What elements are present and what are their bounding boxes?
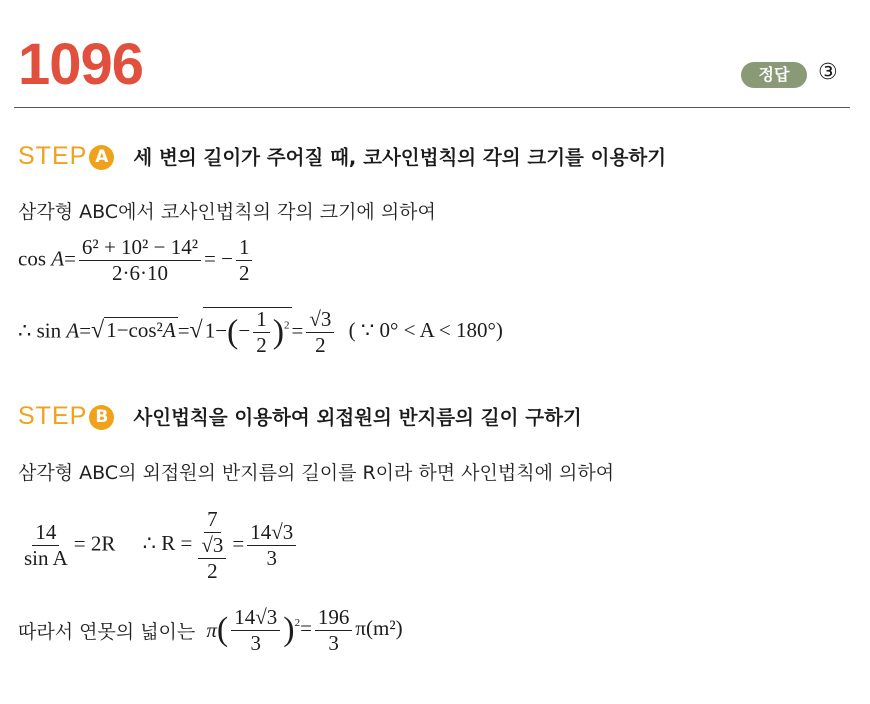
- problem-number: 1096: [18, 32, 144, 97]
- cos-denominator: 2·6·10: [111, 261, 168, 286]
- area-result-denominator: 3: [328, 631, 339, 656]
- area-result-fraction: [315, 606, 353, 655]
- area-numerator: 14√3: [231, 606, 280, 631]
- pi-symbol: π: [206, 618, 217, 643]
- half-fraction: [236, 236, 253, 285]
- sin-result-denominator: 2: [315, 333, 326, 358]
- sqrt-half-group: 1−(− $\frac{1}{2}$ )$^2$: [204, 307, 290, 358]
- step-b-letter-icon: B: [89, 405, 114, 430]
- answer-value: ③: [818, 60, 838, 85]
- step-a-label: STEP: [18, 142, 88, 170]
- radical-icon: √: [189, 317, 203, 344]
- r-therefore: ∴ R =: [142, 531, 193, 556]
- step-a-letter-icon: A: [89, 145, 114, 170]
- r-result-fraction: [247, 521, 296, 570]
- cos-fraction: [79, 236, 201, 285]
- cos-var: A: [51, 246, 65, 271]
- sine-law-fraction: [21, 521, 71, 570]
- sin-result-fraction: [306, 308, 334, 357]
- area-result-numerator: 196: [315, 606, 353, 631]
- r-inner-fraction: [198, 534, 226, 583]
- cos-result-sign: = −: [204, 246, 233, 271]
- sine-law-rhs: = 2R: [73, 531, 116, 556]
- sine-law-denominator: sin A: [24, 546, 68, 571]
- half-denominator: 2: [238, 261, 250, 286]
- r-inner-denominator: 2: [207, 559, 218, 584]
- sin-mid: 1−cos²: [106, 318, 163, 343]
- cos-equation: cos A= $\frac{\text{6² + 10² − 14²}}{2\cdot 6\cdot 10}$ = − $\frac{1}{2}$: [18, 236, 255, 285]
- header-divider: [14, 107, 850, 108]
- sin-rhs-prefix: 1−: [204, 318, 228, 343]
- sine-law-numerator: 14: [32, 521, 59, 546]
- answer-badge: 정답: [741, 62, 807, 88]
- half-fraction-2: $\frac{1}{2}$: [253, 308, 270, 357]
- sin-result-numerator: √3: [306, 308, 334, 333]
- sin-var: A: [66, 318, 80, 343]
- step-b-title: 사인법칙을 이용하여 외접원의 반지름의 길이 구하기: [133, 406, 582, 429]
- area-power: 2: [294, 617, 301, 630]
- radical-icon: √: [91, 317, 105, 344]
- half-numerator: 1: [236, 236, 253, 261]
- area-expression: ( $\frac{14√3}{3}$ )$^2$= $\frac{196}{3}$ π(m²): [216, 605, 403, 656]
- sin-prefix: ∴ sin: [18, 318, 62, 343]
- r-inner-numerator: √3: [198, 534, 226, 559]
- r-result-denominator: 3: [266, 546, 277, 571]
- r-denominator: [195, 533, 229, 583]
- sine-law-equation: $\frac{14}{\text{sin A}}$ = 2R ∴ R = $\frac{7}{\frac{√3}{2}}$ = $\frac{14√3}{3}$: [18, 508, 299, 583]
- step-b-label: STEP: [18, 402, 88, 430]
- step-a-text: 삼각형 ABC에서 코사인법칙의 각의 크기에 의하여: [18, 201, 436, 223]
- r-numerator: 7: [204, 508, 221, 533]
- area-denominator: 3: [250, 631, 261, 656]
- sin-equation: ∴ sin A=√1−cos²A=√1−(− $\frac{1}{2}$ )$^2$= $\frac{√3}{2}$ ( ∵ 0° < A < 180°): [18, 307, 503, 358]
- area-unit: π(m²): [355, 616, 403, 641]
- sin-reason: ( ∵ 0° < A < 180°): [348, 318, 503, 343]
- cos-label: cos: [18, 246, 46, 271]
- step-b-text: 삼각형 ABC의 외접원의 반지름의 길이를 R이라 하면 사인법칙에 의하여: [18, 462, 615, 484]
- step-b-heading: [18, 402, 582, 431]
- area-text: 따라서 연못의 넓이는: [18, 621, 196, 644]
- area-fraction: [231, 606, 280, 655]
- cos-numerator: 6² + 10² − 14²: [79, 236, 201, 261]
- r-fraction: [195, 508, 229, 583]
- step-a-title: 세 변의 길이가 주어질 때, 코사인법칙의 각의 크기를 이용하기: [133, 146, 667, 169]
- r-result-numerator: 14√3: [247, 521, 296, 546]
- sqrt-cos-group: 1−cos²A: [106, 318, 176, 343]
- step-a-heading: [18, 142, 666, 171]
- area-line: [18, 606, 403, 655]
